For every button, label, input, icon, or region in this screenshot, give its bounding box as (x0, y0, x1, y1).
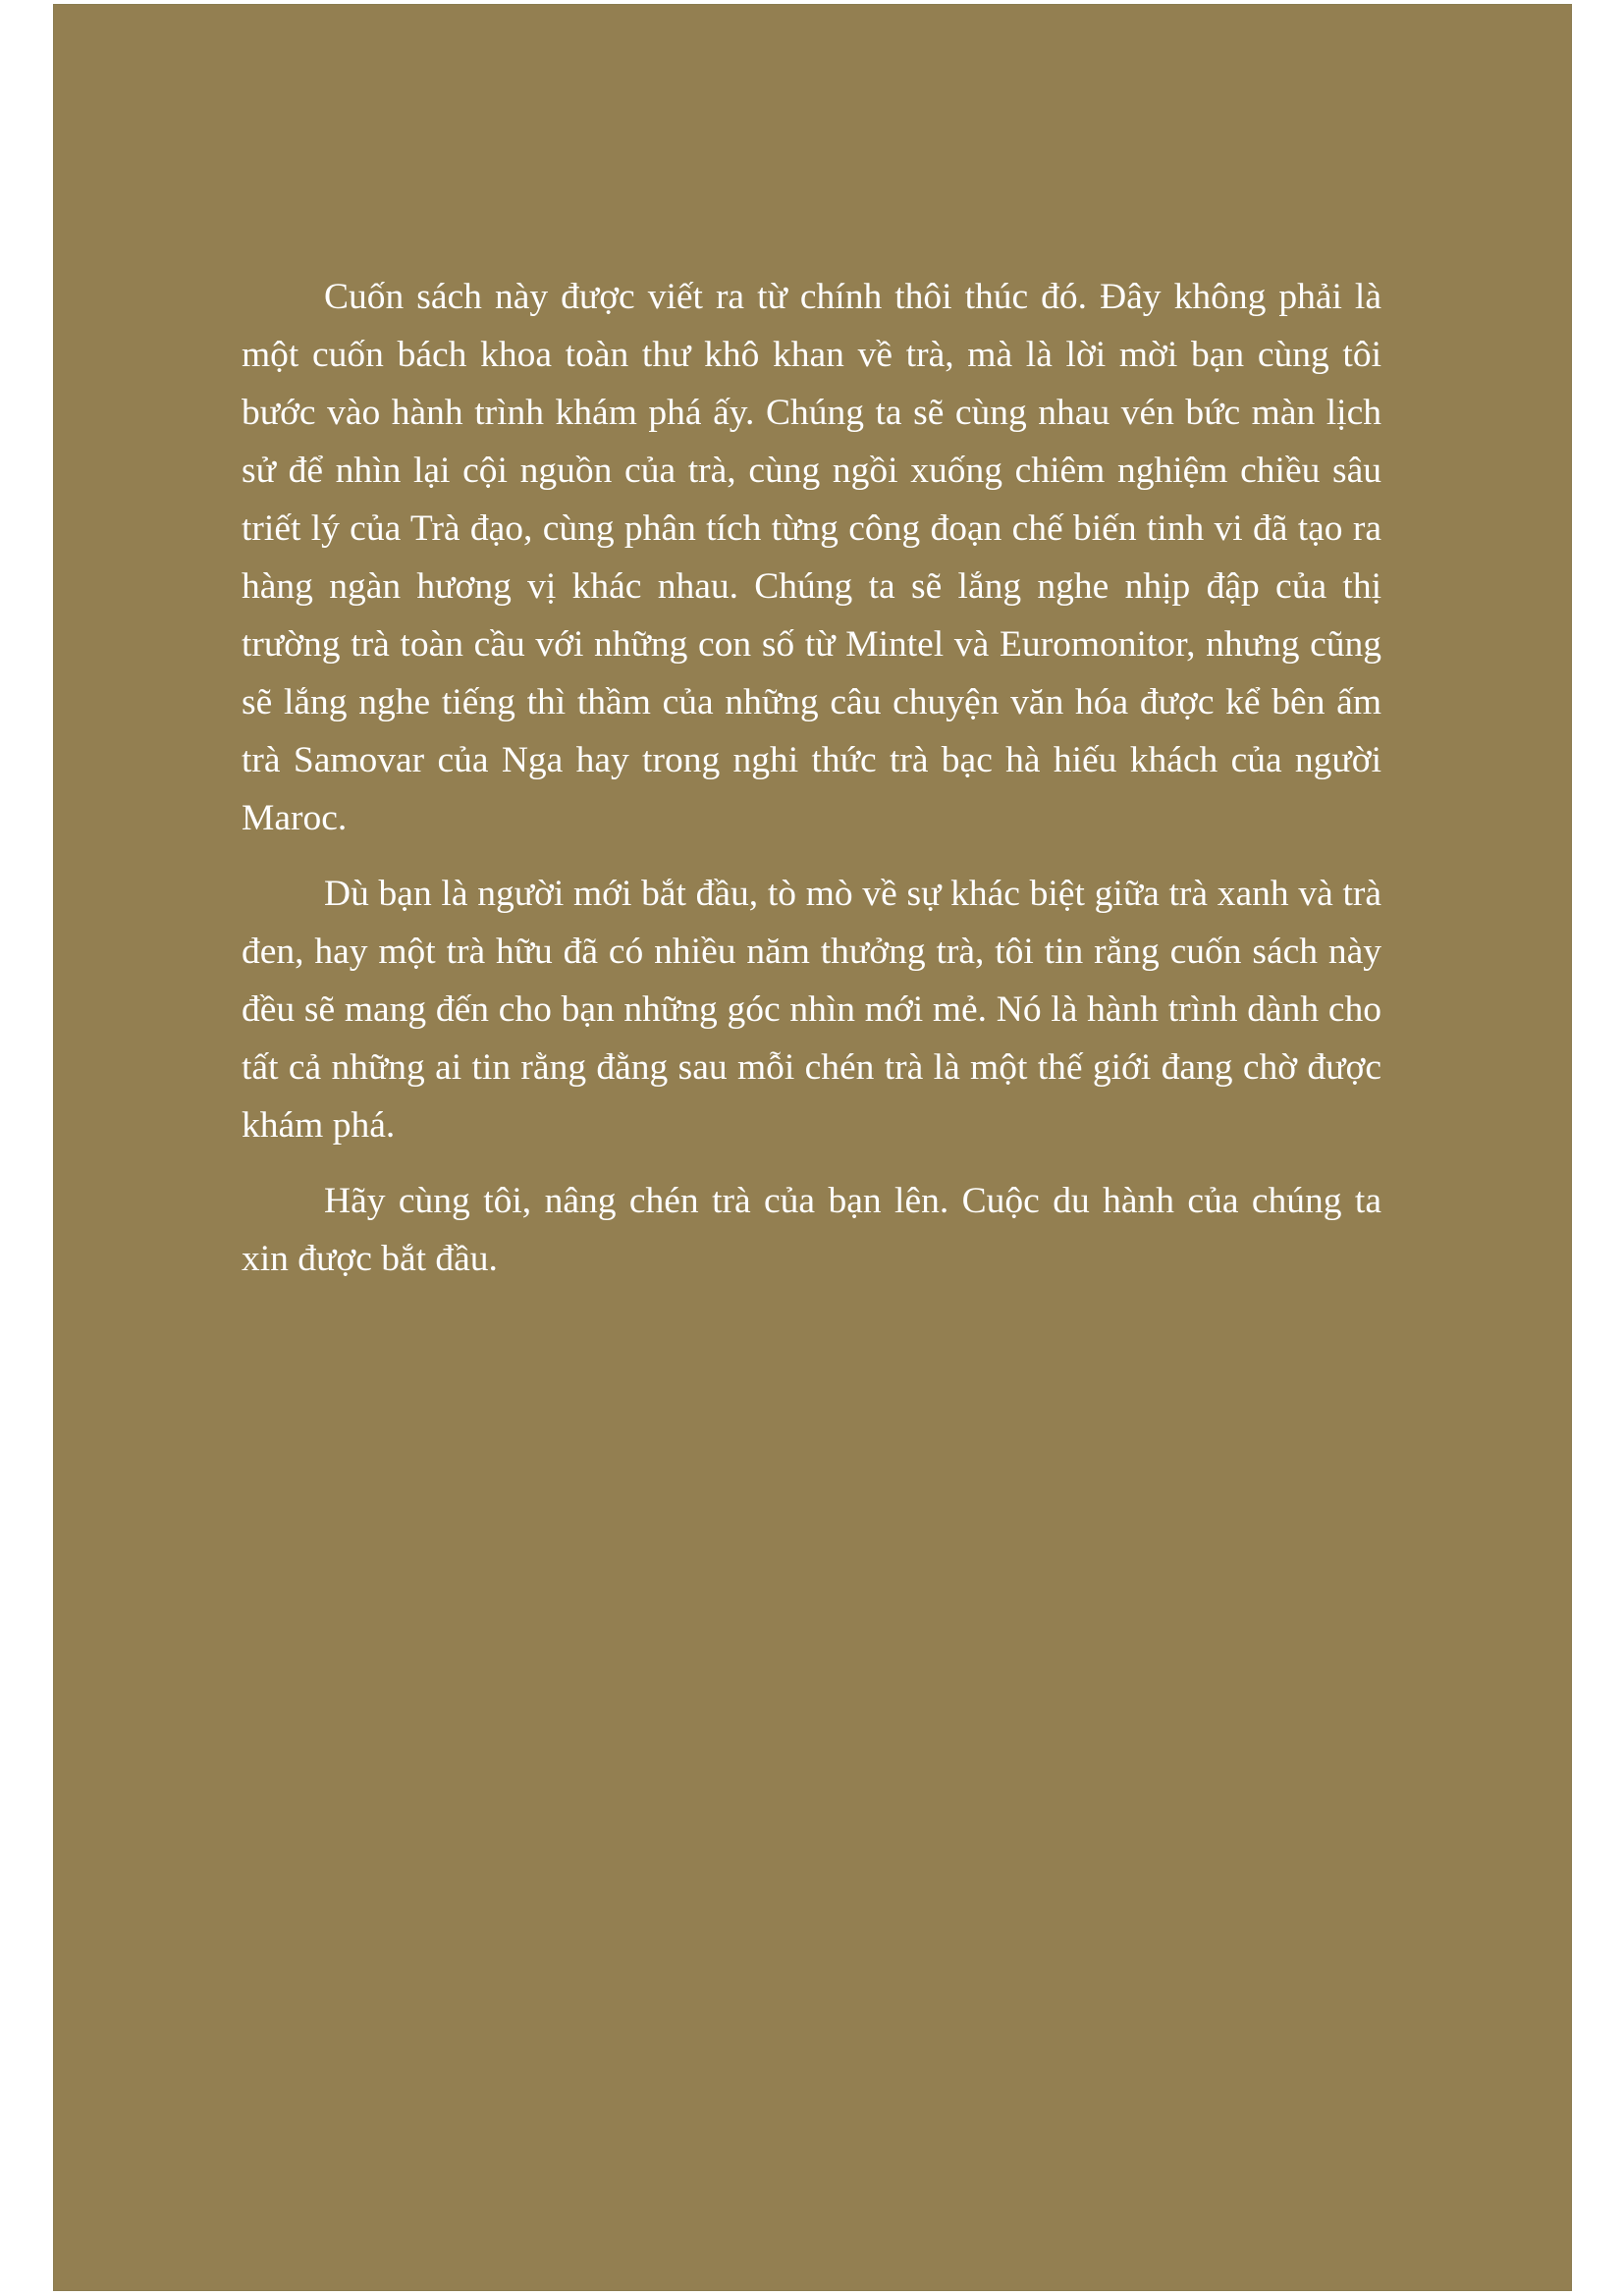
body-text (242, 268, 1381, 1306)
page-panel (53, 4, 1572, 2291)
paragraph-2: Dù bạn là người mới bắt đầu, tò mò về sự khác biệt giữa trà xanh và trà đen, hay một trà hữu đã có nhiều năm thưởng trà, tôi tin rằng cuốn sách này đều sẽ mang đến cho bạn những góc nhìn mới mẻ. Nó là hành trình dành cho tất cả những ai tin rằng đằng sau mỗi chén trà là một thế giới đang chờ được khám phá. (242, 874, 1381, 1146)
paragraph-3: Hãy cùng tôi, nâng chén trà của bạn lên. Cuộc du hành của chúng ta xin được bắt đầu. (242, 1181, 1381, 1279)
paragraph-1: Cuốn sách này được viết ra từ chính thôi thúc đó. Đây không phải là một cuốn bách khoa toàn thư khô khan về trà, mà là lời mời bạn cùng tôi bước vào hành trình khám phá ấy. Chúng ta sẽ cùng nhau vén bức màn lịch sử để nhìn lại cội nguồn của trà, cùng ngồi xuống chiêm nghiệm chiều sâu triết lý của Trà đạo, cùng phân tích từng công đoạn chế biến tinh vi đã tạo ra hàng ngàn hương vị khác nhau. Chúng ta sẽ lắng nghe nhịp đập của thị trường trà toàn cầu với những con số từ Mintel và Euromonitor, nhưng cũng sẽ lắng nghe tiếng thì thầm của những câu chuyện văn hóa được kể bên ấm trà Samovar của Nga hay trong nghi thức trà bạc hà hiếu khách của người Maroc. (242, 277, 1381, 838)
